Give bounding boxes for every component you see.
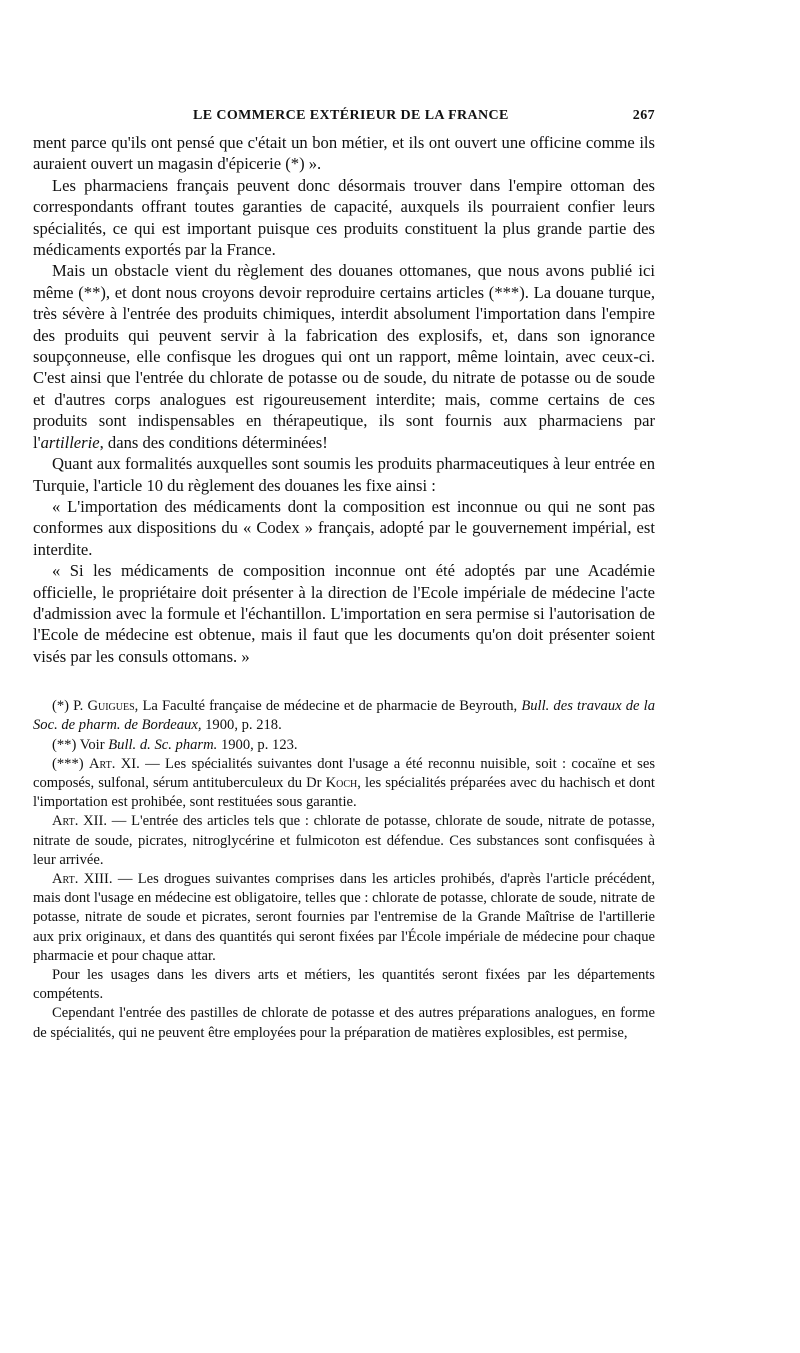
running-header <box>33 108 655 132</box>
paragraph-3 <box>33 260 655 453</box>
paragraph-6: « Si les médicaments de composition inconnue ont été adoptés par une Académie officielle, le propriétaire doit présenter à la direction de l'Ecole impériale de médecine l'acte d'admission avec la formule et l'échantillon. L'importation en sera permise si l'autorisation de l'Ecole de médecine est obtenue, mais il faut que les documents qu'on doit présenter soient visés par les consuls ottomans. » <box>33 561 655 666</box>
paragraph-3-text-b: , dans des conditions déterminées! <box>99 432 328 452</box>
footnote-1-ref: 1900, p. 218. <box>205 717 282 734</box>
footnote-3-text-b: les spécialités préparées avec du hachisch et dont l'importation est prohibée, sont restituées sous garantie. <box>33 774 655 811</box>
paragraph-4: Quant aux formalités auxquelles sont soumis les produits pharmaceutiques à leur entrée en Turquie, l'article 10 du règlement des douanes les fixe ainsi : <box>33 454 655 495</box>
footnote-2-ref: 1900, p. 123. <box>220 736 298 753</box>
footnote-4-article: Art. XII. <box>52 813 108 830</box>
page-number: 267 <box>632 108 655 123</box>
footnote-2-mark: (**) Voir <box>52 736 105 753</box>
paragraph-3-text-a: Mais un obstacle vient du règlement des douanes ottomanes, que nous avons publié ici même (**), et dont nous croyons devoir reproduire certains articles (***). La douane turque, très sévère à l'entrée des produits chimiques, interdit absolument l'importation dans l'empire des produits qui peuvent servir à la fabrication des explosifs, et, dans son ignorance soupçonneuse, elle confisque les drogues qui ont un rapport, même lointain, avec ceux-ci. C'est ainsi que l'entrée du chlorate de potasse ou de soude, du nitrate de potasse ou de soude et d'autres corps analogues est rigoureusement interdite; mais, comme certains de ces produits sont indispensables en thérapeutique, ils sont fournis aux pharmaciens par l' <box>33 261 655 452</box>
footnote-5 <box>33 870 655 966</box>
footnote-3-koch: Koch, <box>325 774 361 791</box>
footnote-3-text-a: — Les spécialités suivantes dont l'usage a été reconnu nuisible, soit : cocaïne et ses composés, sulfonal, sérum antituberculeux du <box>33 755 656 791</box>
running-title: LE COMMERCE EXTÉRIEUR DE LA FRANCE <box>193 108 509 123</box>
footnote-6: Pour les usages dans les divers arts et métiers, les quantités seront fixées par les départements compétents. <box>33 967 655 1003</box>
footnote-1-mark: (*) P. <box>52 698 84 715</box>
footnote-5-text: — Les drogues suivantes comprises dans les articles prohibés, d'après l'article précédent, mais dont l'usage en médecine est obligatoire, telles que : chlorate de potasse, chlorate de soude, nitrate de potasse, nitrate de soude et picrates, seront fournies par l'entremise de la Grande Maîtrise de l'artillerie aux prix originaux, et dans des quantités qui seront fixées par l'École impériale de médecine pour chaque pharmacie et pour chaque attar. <box>33 870 656 964</box>
paragraph-5: « L'importation des médicaments dont la composition est inconnue ou qui ne sont pas conformes aux dispositions du « Codex » français, adopté par le gouvernement impérial, est interdite. <box>33 496 655 559</box>
footnote-2-journal: Bull. d. Sc. pharm. <box>108 736 218 753</box>
footnote-4-text: — L'entrée des articles tels que : chlorate de potasse, chlorate de soude, nitrate de potasse, nitrate de soude, picrates, nitroglycérine et fulmicoton est défendue. Ces substances sont confisquées à leur arrivée. <box>33 813 655 868</box>
footnote-4 <box>33 812 655 870</box>
footnote-1-text: La Faculté française de médecine et de pharmacie de Beyrouth, <box>142 698 518 715</box>
paragraph-1: ment parce qu'ils ont pensé que c'était un bon métier, et ils ont ouvert une officine comme ils auraient ouvert un magasin d'épicerie (*) ». <box>33 133 655 174</box>
paragraph-3-italic: artillerie <box>40 432 100 452</box>
footnote-1-author: Guigues, <box>87 698 139 715</box>
main-text <box>33 132 655 667</box>
footnote-1 <box>33 697 655 735</box>
paragraph-2: Les pharmaciens français peuvent donc désormais trouver dans l'empire ottoman des correspondants offrant toutes garanties de capacité, auxquels ils pourraient confier leurs spécialités, ce qui est important puisque ces produits constituent la plus grande partie des médicaments exportés par la France. <box>33 175 655 260</box>
footnote-3-dr: Dr <box>306 774 322 791</box>
footnote-3-mark: (***) <box>52 755 84 772</box>
book-page <box>33 108 655 1043</box>
footnote-7: Cependant l'entrée des pastilles de chlorate de potasse et des autres préparations analogues, en forme de spécialités, qui ne peuvent être employées pour la préparation de matières explosibles, est permise, <box>33 1005 655 1041</box>
footnote-2 <box>33 736 655 755</box>
footnote-5-article: Art. XIII. <box>52 870 113 887</box>
footnote-3-article: Art. XI. <box>88 755 140 772</box>
footnotes <box>33 697 655 1043</box>
footnote-3 <box>33 755 655 813</box>
footnote-1-journal: Bull. des travaux de la Soc. de pharm. de Bordeaux, <box>33 698 655 734</box>
